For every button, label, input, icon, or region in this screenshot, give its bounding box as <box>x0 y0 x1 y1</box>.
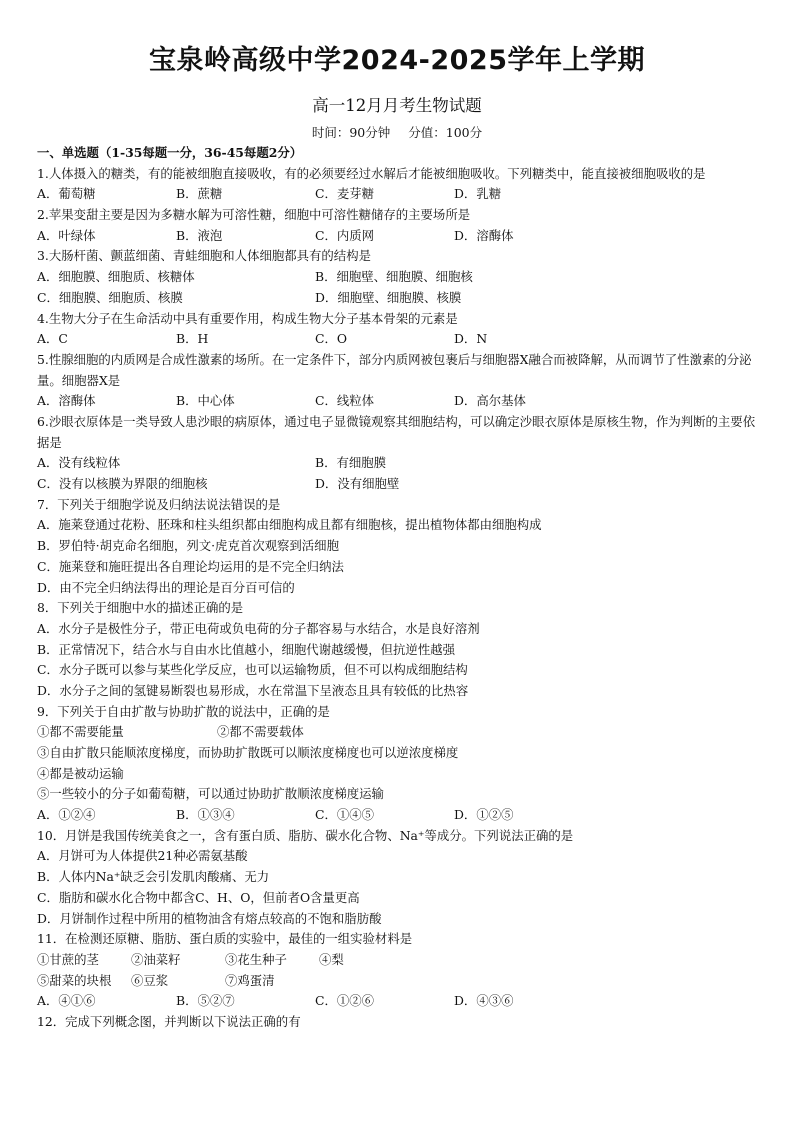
material-item: ②油菜籽 <box>131 951 181 967</box>
option-b: B．H <box>176 331 209 347</box>
option-b: B．有细胞膜 <box>315 455 387 471</box>
material-item: ⑦鸡蛋清 <box>225 972 275 988</box>
statement-item: ①都不需要能量 <box>37 724 124 740</box>
question-stem: 12．完成下列概念图，并判断以下说法正确的有 <box>37 1013 301 1029</box>
statement-item: ③自由扩散只能顺浓度梯度，而协助扩散既可以顺浓度梯度也可以逆浓度梯度 <box>37 745 459 761</box>
option-row <box>37 267 759 288</box>
option-a: A．细胞膜、细胞质、核糖体 <box>37 269 195 285</box>
option-b: B．人体内Na⁺缺乏会引发肌肉酸痛、无力 <box>37 869 270 885</box>
option-d: D．没有细胞壁 <box>315 476 400 492</box>
option-b: B．正常情况下，结合水与自由水比值越小，细胞代谢越缓慢，但抗逆性越强 <box>37 641 455 657</box>
option-a: A．叶绿体 <box>37 227 96 243</box>
option-b: B．⑤②⑦ <box>176 993 235 1009</box>
option-d: D．细胞壁、细胞膜、核膜 <box>315 289 462 305</box>
option-a: A．施莱登通过花粉、胚珠和柱头组织都由细胞构成且都有细胞核，提出植物体都由细胞构成 <box>37 517 542 533</box>
question-stem: 11．在检测还原糖、脂肪、蛋白质的实验中，最佳的一组实验材料是 <box>37 931 413 947</box>
question-stem: 5.性腺细胞的内质网是合成性激素的场所。在一定条件下，部分内质网被包裹后与细胞器X融合而被降解，从而调节了性激素的分泌量。细胞器X是 <box>37 351 752 388</box>
question-stem: 8．下列关于细胞中水的描述正确的是 <box>37 600 244 616</box>
material-item: ⑥豆浆 <box>131 972 169 988</box>
option-a: A．水分子是极性分子，带正电荷或负电荷的分子都容易与水结合，水是良好溶剂 <box>37 620 480 636</box>
option-c: C．①②⑥ <box>315 993 375 1009</box>
option-row <box>37 184 759 205</box>
option-a: A．月饼可为人体提供21种必需氨基酸 <box>37 848 248 864</box>
option-a: A．葡萄糖 <box>37 186 96 202</box>
option-b: B．①③④ <box>176 807 235 823</box>
option-b: B．罗伯特·胡克命名细胞，列文·虎克首次观察到活细胞 <box>37 538 339 554</box>
question-stem: 6.沙眼衣原体是一类导致人患沙眼的病原体，通过电子显微镜观察其细胞结构，可以确定沙眼衣原体是原核生物，作为判断的主要依据是 <box>37 413 756 450</box>
option-d: D．高尔基体 <box>454 393 526 409</box>
option-c: C．细胞膜、细胞质、核膜 <box>37 289 183 305</box>
question-stem: 10．月饼是我国传统美食之一，含有蛋白质、脂肪、碳水化合物、Na⁺等成分。下列说法正确的是 <box>37 827 574 843</box>
option-row <box>37 991 759 1012</box>
option-row <box>37 288 759 309</box>
section-heading: 一、单选题（1-35每题一分，36-45每题2分） <box>37 145 303 160</box>
option-d: D．④③⑥ <box>454 993 514 1009</box>
option-c: C．没有以核膜为界限的细胞核 <box>37 476 208 492</box>
question-stem: 9．下列关于自由扩散与协助扩散的说法中，正确的是 <box>37 703 330 719</box>
option-c: C．水分子既可以参与某些化学反应，也可以运输物质，但不可以构成细胞结构 <box>37 662 468 678</box>
material-row <box>37 950 759 971</box>
option-b: B．中心体 <box>176 393 235 409</box>
material-item: ①甘蔗的茎 <box>37 951 99 967</box>
question-stem: 3.大肠杆菌、颤蓝细菌、青蛙细胞和人体细胞都具有的结构是 <box>37 248 371 264</box>
exam-time: 时间：90分钟 <box>311 125 391 140</box>
question-stem: 1.人体摄入的糖类，有的能被细胞直接吸收，有的必须要经过水解后才能被细胞吸收。下列糖类中，能直接被细胞吸收的是 <box>37 165 706 181</box>
option-d: D．水分子之间的氢键易断裂也易形成，水在常温下呈液态且具有较低的比热容 <box>37 682 469 698</box>
statement-row <box>37 722 759 743</box>
option-c: C．线粒体 <box>315 393 375 409</box>
option-b: B．细胞壁、细胞膜、细胞核 <box>315 269 473 285</box>
option-c: C．①④⑤ <box>315 807 375 823</box>
option-a: A．①②④ <box>37 807 96 823</box>
material-item: ③花生种子 <box>225 951 287 967</box>
option-row <box>37 805 759 826</box>
option-row <box>37 474 759 495</box>
question-stem: 4.生物大分子在生命活动中具有重要作用，构成生物大分子基本骨架的元素是 <box>37 310 458 326</box>
option-a: A．没有线粒体 <box>37 455 121 471</box>
option-a: A．溶酶体 <box>37 393 96 409</box>
material-item: ④梨 <box>319 951 344 967</box>
option-c: C．O <box>315 331 348 347</box>
statement-item: ②都不需要载体 <box>217 724 304 740</box>
statement-item: ⑤一些较小的分子如葡萄糖，可以通过协助扩散顺浓度梯度运输 <box>37 786 384 802</box>
exam-title: 宝泉岭高级中学2024-2025学年上学期 <box>149 45 645 76</box>
option-c: C．施莱登和施旺提出各自理论均运用的是不完全归纳法 <box>37 558 344 574</box>
exam-score: 分值：100分 <box>408 125 483 140</box>
option-row <box>37 391 759 412</box>
statement-item: ④都是被动运输 <box>37 765 124 781</box>
option-b: B．蔗糖 <box>176 186 223 202</box>
option-c: C．脂肪和碳水化合物中都含C、H、O，但前者O含量更高 <box>37 889 360 905</box>
option-d: D．①②⑤ <box>454 807 514 823</box>
question-stem: 7．下列关于细胞学说及归纳法说法错误的是 <box>37 496 281 512</box>
option-row <box>37 226 759 247</box>
option-b: B．液泡 <box>176 227 223 243</box>
question-stem: 2.苹果变甜主要是因为多糖水解为可溶性糖，细胞中可溶性糖储存的主要场所是 <box>37 207 471 223</box>
option-d: D．溶酶体 <box>454 227 514 243</box>
option-row <box>37 329 759 350</box>
option-a: A．④①⑥ <box>37 993 96 1009</box>
option-row <box>37 453 759 474</box>
material-item: ⑤甜菜的块根 <box>37 972 112 988</box>
material-row <box>37 971 759 992</box>
option-d: D．乳糖 <box>454 186 502 202</box>
question-list <box>37 143 759 1033</box>
option-c: C．麦芽糖 <box>315 186 375 202</box>
option-a: A．C <box>37 331 68 347</box>
option-d: D．N <box>454 331 488 347</box>
option-c: C．内质网 <box>315 227 375 243</box>
exam-meta <box>0 123 794 141</box>
option-d: D．由不完全归纳法得出的理论是百分百可信的 <box>37 579 295 595</box>
option-d: D．月饼制作过程中所用的植物油含有熔点较高的不饱和脂肪酸 <box>37 910 382 926</box>
exam-subtitle: 高一12月月考生物试题 <box>312 96 482 115</box>
